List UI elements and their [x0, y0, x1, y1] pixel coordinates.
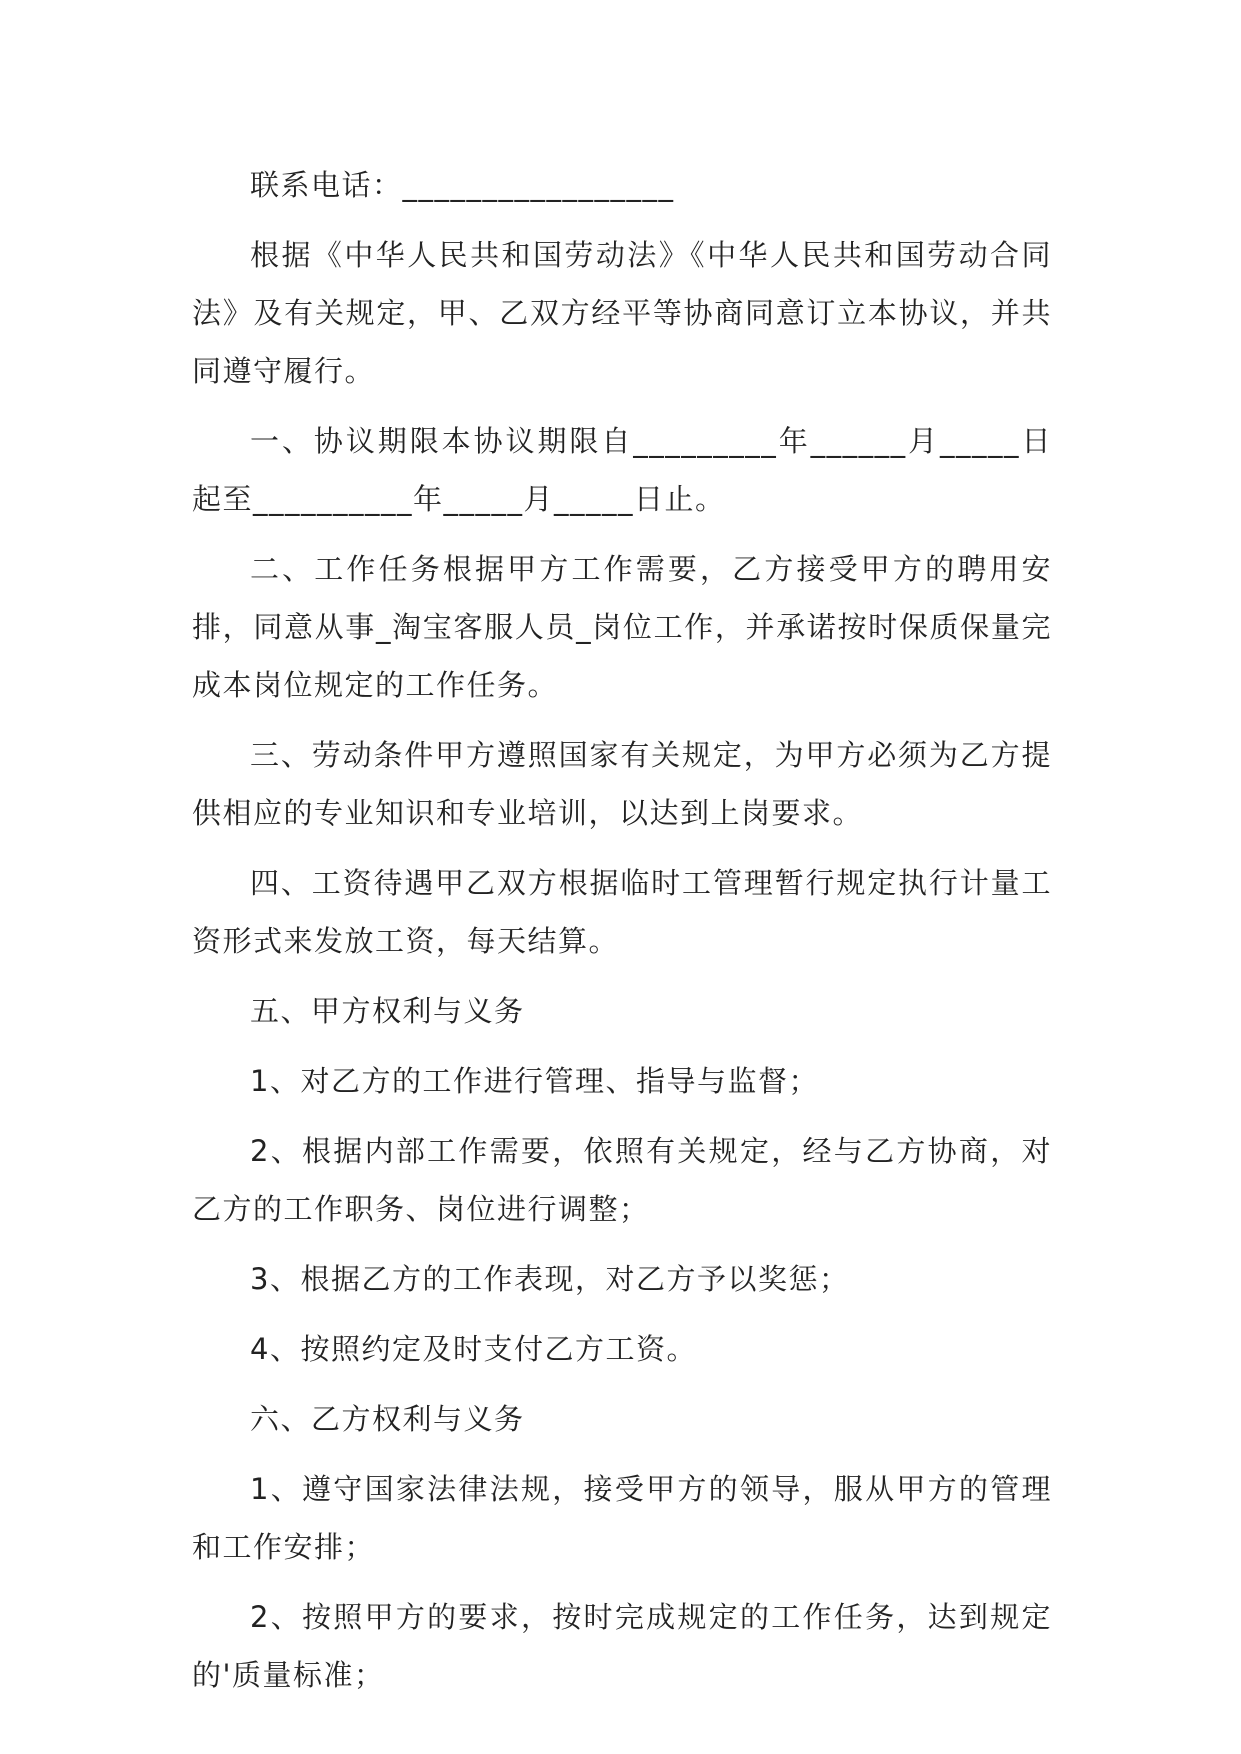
clause-4-salary: 四、工资待遇甲乙双方根据临时工管理暂行规定执行计量工资形式来发放工资，每天结算。 — [192, 866, 1052, 958]
clause-2-tasks: 二、工作任务根据甲方工作需要，乙方接受甲方的聘用安排，同意从事_淘宝客服人员_岗位工作，并承诺按时保质保量完成本岗位规定的工作任务。 — [192, 552, 1052, 702]
clause-3-conditions: 三、劳动条件甲方遵照国家有关规定，为甲方必须为乙方提供相应的专业知识和专业培训，以达到上岗要求。 — [192, 738, 1052, 830]
clause-6-item-2: 2、按照甲方的要求，按时完成规定的工作任务，达到规定的'质量标准； — [192, 1600, 1052, 1692]
clause-5-item-1: 1、对乙方的工作进行管理、指导与监督； — [250, 1064, 819, 1098]
clause-6-item-1: 1、遵守国家法律法规，接受甲方的领导，服从甲方的管理和工作安排； — [192, 1472, 1052, 1564]
contact-phone-line: 联系电话：_________________ — [250, 168, 675, 202]
preamble-paragraph: 根据《中华人民共和国劳动法》《中华人民共和国劳动合同法》及有关规定，甲、乙双方经平等协商同意订立本协议，并共同遵守履行。 — [192, 238, 1052, 388]
clause-5-item-2: 2、根据内部工作需要，依照有关规定，经与乙方协商，对乙方的工作职务、岗位进行调整； — [192, 1134, 1052, 1226]
clause-6-heading: 六、乙方权利与义务 — [250, 1402, 525, 1436]
clause-5-item-3: 3、根据乙方的工作表现，对乙方予以奖惩； — [250, 1262, 850, 1296]
document-page — [192, 156, 1052, 1716]
clause-1-term: 一、协议期限本协议期限自_________年______月_____日起至__________年_____月_____日止。 — [192, 424, 1052, 516]
clause-5-heading: 五、甲方权利与义务 — [250, 994, 525, 1028]
clause-5-item-4: 4、按照约定及时支付乙方工资。 — [250, 1332, 697, 1366]
